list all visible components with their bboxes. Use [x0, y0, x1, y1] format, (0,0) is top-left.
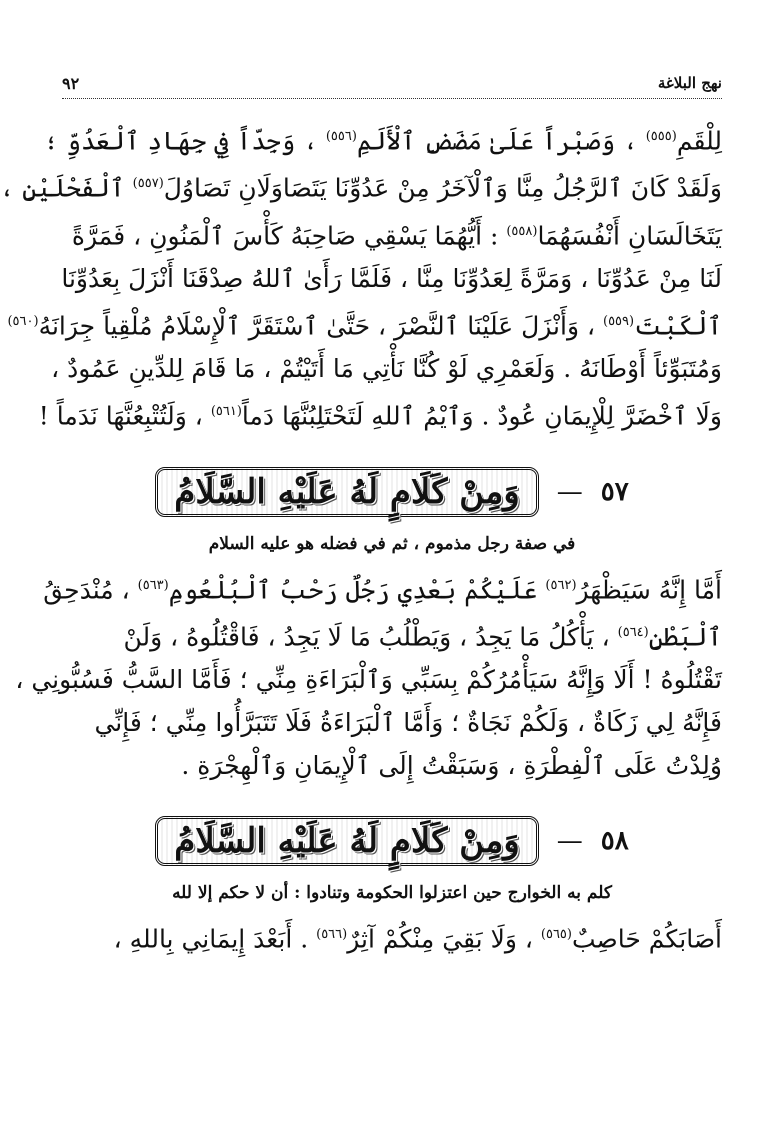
book-page — [0, 70, 722, 961]
text-line — [62, 744, 722, 787]
section-57-subtitle: في صفة رجل مذموم ، ثم في فضله هو عليه السلام — [208, 533, 576, 554]
text-run: . أَبَعْدَ إِيمَانِي بِاللهِ ، — [113, 924, 309, 954]
text-run: : أَيُّهُمَا يَسْقِي صَاحِبَهُ كَأْسَ ٱلْمَنُونِ ، فَمَرَّةً — [71, 220, 499, 250]
section-57-heading — [62, 460, 722, 524]
text-line — [7, 300, 722, 347]
text-run: ، وَصَبْراً عَلَىٰ مَضَضِ ٱلْأَلَمِ — [356, 126, 638, 156]
text-line — [62, 701, 722, 744]
dash: — — [556, 826, 583, 857]
footnote-ref: (٥٦٣) — [137, 577, 169, 593]
footnote-ref: (٥٥٦) — [325, 129, 357, 144]
passage-1 — [0, 115, 722, 438]
text-run: عَلَيْكُمْ بَعْدِي رَجُلٌ رَحْبُ ٱلْبُلْعُومِ — [168, 574, 538, 604]
footnote-ref: (٥٦٤) — [617, 624, 649, 640]
section-58-subtitle: كلم به الخوارج حين اعتزلوا الحكومة وتنادوا : أن لا حكم إلا لله — [172, 883, 612, 904]
text-run: وُلِدْتُ عَلَى ٱلْفِطْرَةِ ، وَسَبَقْتُ إِلَى ٱلْإِيمَانِ وَٱلْهِجْرَةِ . — [181, 751, 722, 781]
running-header — [62, 70, 722, 99]
footnote-ref: (٥٦١) — [210, 404, 242, 420]
text-line — [15, 658, 722, 701]
text-run: ٱلْبَطْنِ — [648, 622, 722, 652]
footnote-ref: (٥٥٨) — [506, 223, 538, 239]
text-run: ، يَأْكُلُ مَا يَجِدُ ، وَيَطْلُبُ مَا لَا يَجِدُ ، فَاقْتُلُوهُ ، وَلَنْ — [123, 622, 610, 652]
dash: — — [556, 476, 583, 507]
footnote-ref: (٥٥٥) — [645, 129, 677, 144]
calligraphic-heading: وَمِنْ كَلَامٍ لَهُ عَلَيْهِ السَّلَامُ — [155, 816, 538, 866]
text-run: ٱلْفَحْلَيْنِ ، — [0, 173, 125, 203]
text-line — [38, 390, 722, 437]
footnote-ref: (٥٥٩) — [603, 313, 635, 329]
section-number: ٥٨ — [600, 826, 629, 857]
footnote-ref: (٥٦٠) — [7, 313, 39, 329]
text-run: تَقْتُلُوهُ ! أَلَا وَإِنَّهُ سَيَأْمُرُكُمْ بِسَبِّي وَٱلْبَرَاءَةِ مِنِّي ؛ فَأَمَّا السَّبُّ فَسُبُّونِي ، — [15, 665, 722, 695]
section-58-heading — [62, 809, 722, 873]
text-run: ٱلْكَبْتَ — [634, 311, 722, 341]
text-run: يَتَخَالَسَانِ أَنْفُسَهُمَا — [537, 220, 722, 250]
text-run: وَمُتَبَوِّئاً أَوْطَانَهُ . وَلَعَمْرِي لَوْ كُنَّا نَأْتِي مَا أَتَيْتُمْ ، مَا قَامَ لِلدِّينِ عَمُودٌ ، — [51, 354, 722, 384]
footnote-ref: (٥٦٢) — [545, 577, 577, 593]
text-run: ، وَجِدّاً فِي جِهَادِ ٱلْعَدُوِّ ؛ — [43, 126, 318, 156]
text-run: فَإِنَّهُ لِي زَكَاةٌ ، وَلَكُمْ نَجَاةٌ ؛ وَأَمَّا ٱلْبَرَاءَةُ فَلَا تَتَبَرَّأُوا مِنِّي ؛ فَإِنِّي — [94, 708, 722, 738]
book-title: نهج البلاغة — [657, 74, 722, 92]
text-line — [43, 564, 722, 611]
text-line — [62, 257, 722, 300]
text-run: أَمَّا إِنَّهُ سَيَظْهَرُ — [576, 574, 722, 604]
footnote-ref: (٥٦٥) — [540, 927, 572, 943]
text-run: ، مُنْدَحِقُ — [43, 574, 130, 604]
text-run: ، وَأَنْزَلَ عَلَيْنَا ٱلنَّصْرَ ، حَتَّىٰ ٱسْتَقَرَّ ٱلْإِسْلَامُ مُلْقِياً جِرَانَهُ — [38, 311, 596, 341]
text-run: لِلْقَمِ — [676, 126, 722, 156]
text-run: ، وَلَتُتْبِعُنَّهَا نَدَماً ! — [38, 401, 203, 431]
text-run: وَلَا ٱخْضَرَّ لِلْإِيمَانِ عُودٌ . وَٱيْمُ ٱللهِ لَتَحْتَلِبُنَّهَا دَماً — [241, 401, 722, 431]
text-line — [62, 913, 722, 960]
footnote-ref: (٥٥٧) — [132, 176, 164, 192]
text-run: أَصَابَكُمْ حَاصِبٌ — [572, 924, 722, 954]
calligraphic-heading: وَمِنْ كَلَامٍ لَهُ عَلَيْهِ السَّلَامُ — [155, 467, 538, 517]
text-line — [51, 347, 722, 390]
text-line — [62, 611, 722, 658]
footnote-ref: (٥٦٦) — [316, 927, 348, 943]
text-run: لَنَا مِنْ عَدُوِّنَا ، وَمَرَّةً لِعَدُوِّنَا مِنَّا ، فَلَمَّا رَأَىٰ ٱللهُ صِدْقَنَا أَنْزَلَ بِعَدُوِّنَا — [61, 263, 722, 293]
passage-58 — [62, 913, 722, 960]
text-run: وَلَقَدْ كَانَ ٱلرَّجُلُ مِنَّا وَٱلْآخَرُ مِنْ عَدُوِّنَا يَتَصَاوَلَانِ تَصَاوُلَ — [163, 173, 722, 203]
section-number: ٥٧ — [600, 476, 629, 507]
text-line — [62, 210, 722, 257]
text-line — [43, 115, 722, 162]
page-number: ٩٢ — [62, 73, 80, 93]
text-run: ، وَلَا بَقِيَ مِنْكُمْ آثِرٌ — [347, 924, 533, 954]
text-line — [0, 162, 722, 209]
passage-57 — [15, 564, 722, 788]
